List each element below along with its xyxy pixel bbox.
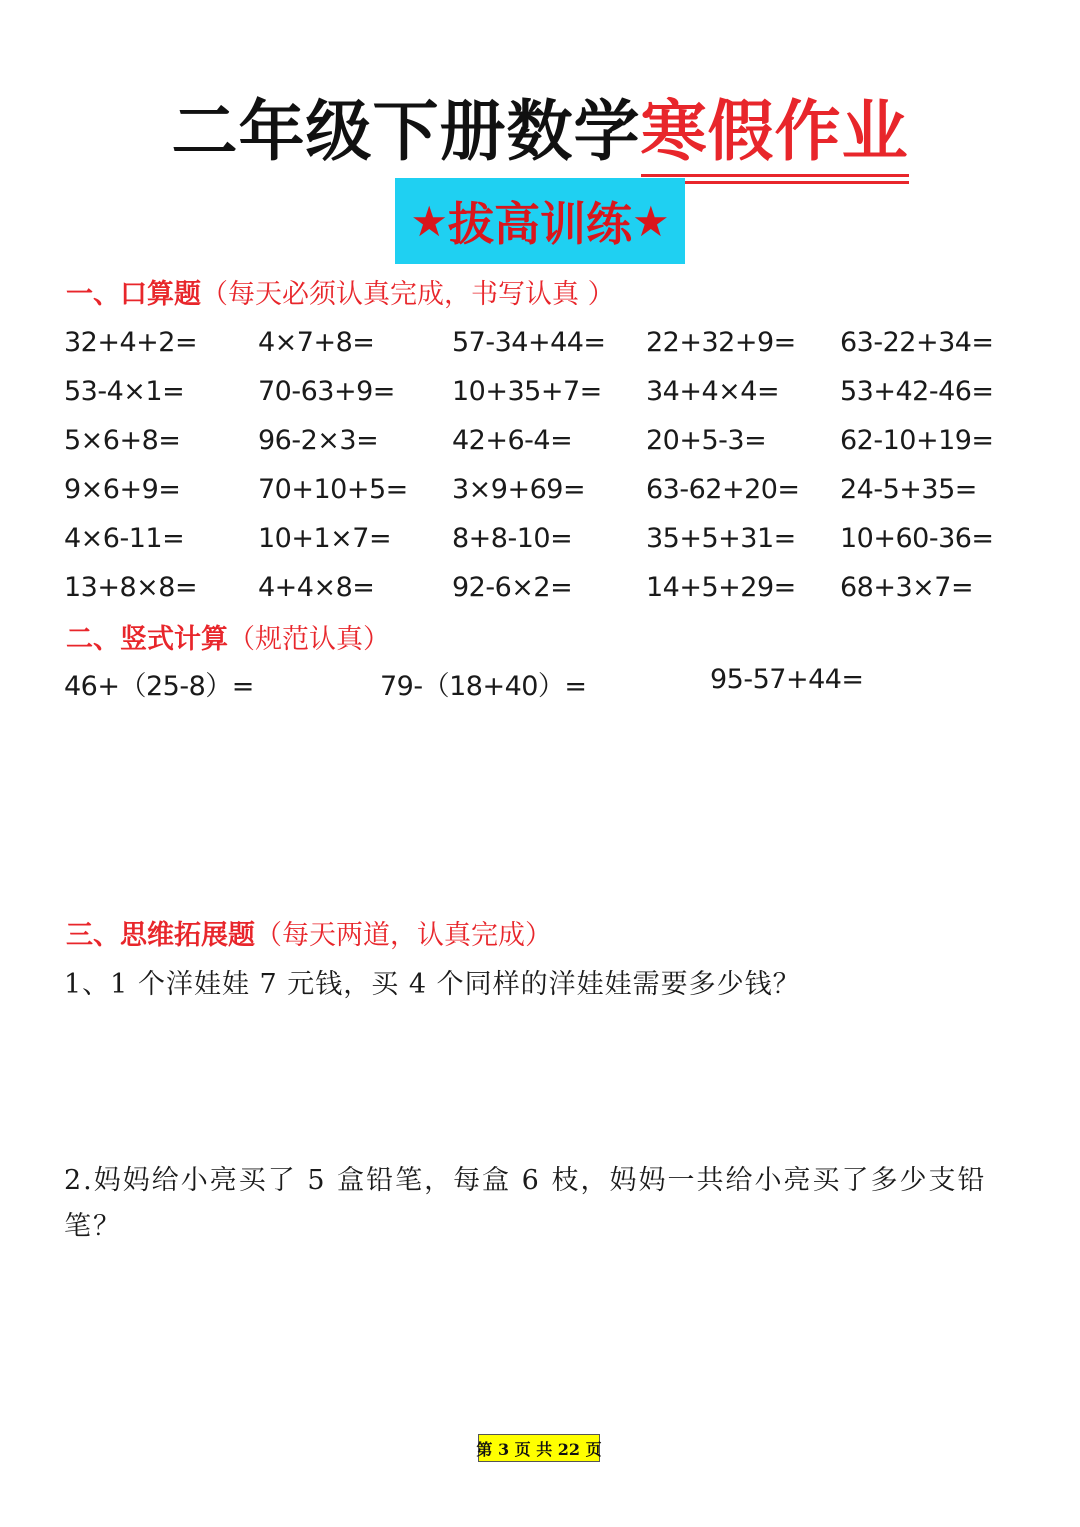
page-title bbox=[0, 78, 1080, 173]
page-title-highlight bbox=[641, 78, 909, 173]
vertical-calc-row bbox=[0, 664, 1080, 708]
star-icon: ★ bbox=[410, 196, 448, 246]
calc-problem: 68+3×7= bbox=[840, 572, 974, 603]
calc-problem: 13+8×8= bbox=[64, 572, 198, 603]
section-title: 一、口算题 bbox=[66, 279, 201, 310]
calc-row bbox=[64, 465, 1054, 514]
calc-problem: 53-4×1= bbox=[64, 376, 185, 407]
page-title-main: 二年级下册数学 bbox=[171, 93, 641, 170]
calc-problem: 20+5-3= bbox=[646, 425, 767, 456]
subtitle-banner bbox=[395, 178, 685, 264]
calc-problem: 42+6-4= bbox=[452, 425, 573, 456]
calc-problem: 10+60-36= bbox=[840, 523, 994, 554]
calc-problem: 24-5+35= bbox=[840, 474, 977, 505]
calc-problem: 8+8-10= bbox=[452, 523, 573, 554]
calc-problem: 70+10+5= bbox=[258, 474, 408, 505]
calc-problem: 4×6-11= bbox=[64, 523, 185, 554]
calc-row bbox=[64, 318, 1054, 367]
calc-row bbox=[64, 416, 1054, 465]
page-title-highlight-text: 寒假作业 bbox=[640, 93, 909, 170]
subtitle-text: 拔高训练 bbox=[448, 197, 632, 251]
calc-problem: 4+4×8= bbox=[258, 572, 375, 603]
title-underline bbox=[641, 174, 909, 177]
vertical-calc-problem: 46+（25-8）= bbox=[64, 671, 254, 702]
calc-problem: 96-2×3= bbox=[258, 425, 379, 456]
section-note: （每天两道，认真完成） bbox=[255, 920, 552, 951]
mental-math-grid bbox=[64, 318, 1054, 612]
calc-problem: 4×7+8= bbox=[258, 327, 375, 358]
calc-problem: 92-6×2= bbox=[452, 572, 573, 603]
calc-problem: 35+5+31= bbox=[646, 523, 796, 554]
calc-problem: 63-22+34= bbox=[840, 327, 994, 358]
calc-problem: 5×6+8= bbox=[64, 425, 181, 456]
calc-problem: 32+4+2= bbox=[64, 327, 198, 358]
vertical-calc-problem: 95-57+44= bbox=[710, 664, 864, 695]
calc-row bbox=[64, 563, 1054, 612]
section-note: （规范认真） bbox=[228, 624, 390, 655]
calc-problem: 10+1×7= bbox=[258, 523, 392, 554]
calc-row bbox=[64, 367, 1054, 416]
star-icon: ★ bbox=[632, 196, 670, 246]
word-problem: 2.妈妈给小亮买了 5 盒铅笔，每盒 6 枝，妈妈一共给小亮买了多少支铅笔？ bbox=[64, 1165, 987, 1242]
section-heading-thinking bbox=[66, 913, 552, 952]
calc-problem: 63-62+20= bbox=[646, 474, 800, 505]
section-heading-vertical-calc bbox=[66, 617, 390, 656]
calc-problem: 3×9+69= bbox=[452, 474, 586, 505]
calc-problem: 10+35+7= bbox=[452, 376, 602, 407]
calc-problem: 34+4×4= bbox=[646, 376, 780, 407]
page-number-badge: 第 3 页 共 22 页 bbox=[478, 1434, 600, 1462]
calc-problem: 70-63+9= bbox=[258, 376, 395, 407]
calc-row bbox=[64, 514, 1054, 563]
section-heading-mental-math bbox=[66, 272, 615, 311]
section-note: （每天必须认真完成，书写认真 ） bbox=[201, 279, 615, 310]
section-title: 二、竖式计算 bbox=[66, 624, 228, 655]
word-problem: 1、1 个洋娃娃 7 元钱，买 4 个同样的洋娃娃需要多少钱？ bbox=[64, 969, 801, 1000]
calc-problem: 62-10+19= bbox=[840, 425, 994, 456]
section-title: 三、思维拓展题 bbox=[66, 920, 255, 951]
calc-problem: 9×6+9= bbox=[64, 474, 181, 505]
calc-problem: 57-34+44= bbox=[452, 327, 606, 358]
calc-problem: 53+42-46= bbox=[840, 376, 994, 407]
calc-problem: 14+5+29= bbox=[646, 572, 796, 603]
calc-problem: 22+32+9= bbox=[646, 327, 796, 358]
vertical-calc-problem: 79-（18+40）= bbox=[380, 671, 587, 702]
